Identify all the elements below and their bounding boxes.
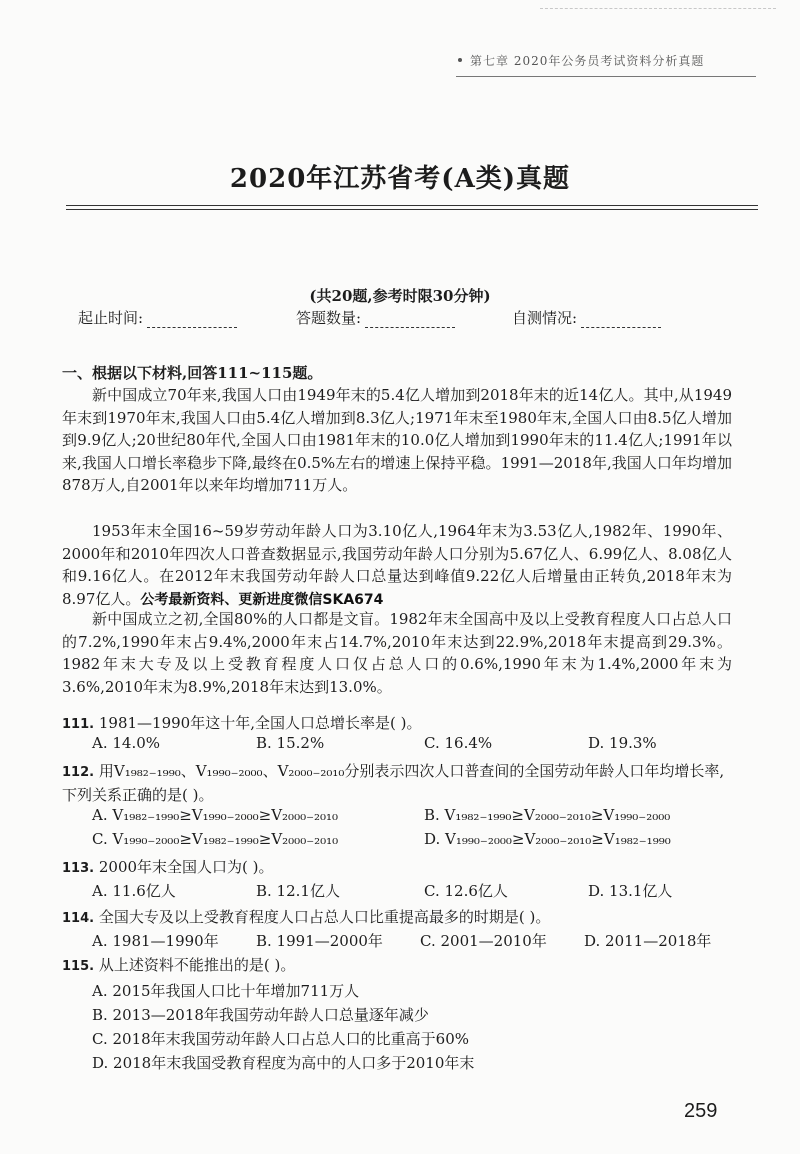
- question-114: [62, 906, 550, 927]
- option-115-a[interactable]: A. 2015年我国人口比十年增加711万人: [92, 982, 360, 1000]
- start-time-field: [78, 307, 237, 328]
- option-114-d[interactable]: D. 2011—2018年: [584, 932, 712, 950]
- question-115: [62, 954, 295, 975]
- question-stem: 用V₁₉₈₂₋₁₉₉₀、V₁₉₉₀₋₂₀₀₀、V₂₀₀₀₋₂₀₁₀分别表示四次人口普查间的全国劳动年龄人口年均增长率,下列关系正确的是( )。: [62, 762, 725, 804]
- answered-label: 答题数量:: [296, 309, 362, 327]
- material-paragraph-2: [62, 520, 732, 611]
- scan-dashed-line: [540, 8, 776, 9]
- start-time-label: 起止时间:: [78, 309, 144, 327]
- header-rule: [456, 76, 756, 77]
- exam-subtitle: (共20题,参考时限30分钟): [309, 287, 491, 305]
- option-111-d[interactable]: D. 19.3%: [588, 734, 657, 752]
- option-112-d[interactable]: D. V₁₉₉₀₋₂₀₀₀≥V₂₀₀₀₋₂₀₁₀≥V₁₉₈₂₋₁₉₉₀: [424, 830, 671, 848]
- question-stem: 2000年末全国人口为( )。: [98, 858, 274, 876]
- question-number: 111.: [62, 717, 95, 732]
- option-113-b[interactable]: B. 12.1亿人: [256, 882, 340, 900]
- header-bullet: [458, 58, 462, 62]
- option-112-a[interactable]: A. V₁₉₈₂₋₁₉₉₀≥V₁₉₉₀₋₂₀₀₀≥V₂₀₀₀₋₂₀₁₀: [92, 806, 339, 824]
- question-stem: 从上述资料不能推出的是( )。: [98, 956, 296, 974]
- running-head: 第七章 2020年公务员考试资料分析真题: [470, 54, 705, 68]
- title-rule: [66, 205, 758, 206]
- section-heading: 一、根据以下材料,回答111~115题。: [62, 364, 323, 382]
- question-112: [62, 760, 734, 806]
- option-111-b[interactable]: B. 15.2%: [256, 734, 325, 752]
- option-113-c[interactable]: C. 12.6亿人: [424, 882, 508, 900]
- question-number: 113.: [62, 861, 95, 876]
- self-assess-blank: [581, 313, 661, 328]
- question-stem: 全国大专及以上受教育程度人口占总人口比重提高最多的时期是( )。: [98, 908, 551, 926]
- question-number: 114.: [62, 911, 95, 926]
- option-115-d[interactable]: D. 2018年末我国受教育程度为高中的人口多于2010年末: [92, 1054, 475, 1072]
- option-112-b[interactable]: B. V₁₉₈₂₋₁₉₉₀≥V₂₀₀₀₋₂₀₁₀≥V₁₉₉₀₋₂₀₀₀: [424, 806, 671, 824]
- answered-blank: [365, 313, 455, 328]
- option-114-b[interactable]: B. 1991—2000年: [256, 932, 383, 950]
- material-paragraph-2-text: 1953年末全国16~59岁劳动年龄人口为3.10亿人,1964年末为3.53亿人,1982年、1990年、2000年和2010年四次人口普查数据显示,我国劳动年龄人口分别为5.67亿人、6.99亿人、8.08亿人和9.16亿人。在2012年末我国劳动年龄人口总量达到峰值9.22亿人后增量由正转负,2018年末为8.97亿人。: [62, 522, 732, 608]
- option-115-c[interactable]: C. 2018年末我国劳动年龄人口占总人口的比重高于60%: [92, 1030, 469, 1048]
- page-number: 259: [684, 1100, 718, 1122]
- self-assess-field: [512, 307, 661, 328]
- title-rule: [66, 209, 758, 210]
- material-paragraph-1: 新中国成立70年来,我国人口由1949年末的5.4亿人增加到2018年末的近14亿人。其中,从1949年末到1970年末,我国人口由5.4亿人增加到8.3亿人;1971年末至1980年末,全国人口由8.5亿人增加到9.9亿人;20世纪80年代,全国人口由1981年末的10.0亿人增加到1990年末的11.4亿人;1991年以来,我国人口增长率稳步下降,最终在0.5%左右的增速上保持平稳。1991—2018年,我国人口年均增加878万人,自2001年以来年均增加711万人。: [62, 386, 732, 494]
- question-111: [62, 712, 421, 733]
- question-stem: 1981—1990年这十年,全国人口总增长率是( )。: [98, 714, 422, 732]
- option-115-b[interactable]: B. 2013—2018年我国劳动年龄人口总量逐年减少: [92, 1006, 429, 1024]
- option-114-c[interactable]: C. 2001—2010年: [420, 932, 547, 950]
- watermark-text: 公考最新资料、更新进度微信SKA674: [140, 591, 384, 608]
- material-paragraph-3: 新中国成立之初,全国80%的人口都是文盲。1982年末全国高中及以上受教育程度人口占总人口的7.2%,1990年末占9.4%,2000年末占14.7%,2010年末达到22.9%,2018年末提高到29.3%。1982年末大专及以上受教育程度人口仅占总人口的0.6%,1990年末为1.4%,2000年末为3.6%,2010年末为8.9%,2018年末达到13.0%。: [62, 610, 732, 696]
- question-number: 115.: [62, 959, 95, 974]
- question-number: 112.: [62, 765, 95, 780]
- option-111-a[interactable]: A. 14.0%: [92, 734, 161, 752]
- question-113: [62, 856, 274, 877]
- option-113-a[interactable]: A. 11.6亿人: [92, 882, 176, 900]
- option-113-d[interactable]: D. 13.1亿人: [588, 882, 673, 900]
- start-time-blank: [147, 313, 237, 328]
- option-111-c[interactable]: C. 16.4%: [424, 734, 493, 752]
- page-title: 2020年江苏省考(A类)真题: [229, 164, 571, 194]
- option-114-a[interactable]: A. 1981—1990年: [92, 932, 219, 950]
- self-assess-label: 自测情况:: [512, 309, 578, 327]
- option-112-c[interactable]: C. V₁₉₉₀₋₂₀₀₀≥V₁₉₈₂₋₁₉₉₀≥V₂₀₀₀₋₂₀₁₀: [92, 830, 339, 848]
- answered-field: [296, 307, 455, 328]
